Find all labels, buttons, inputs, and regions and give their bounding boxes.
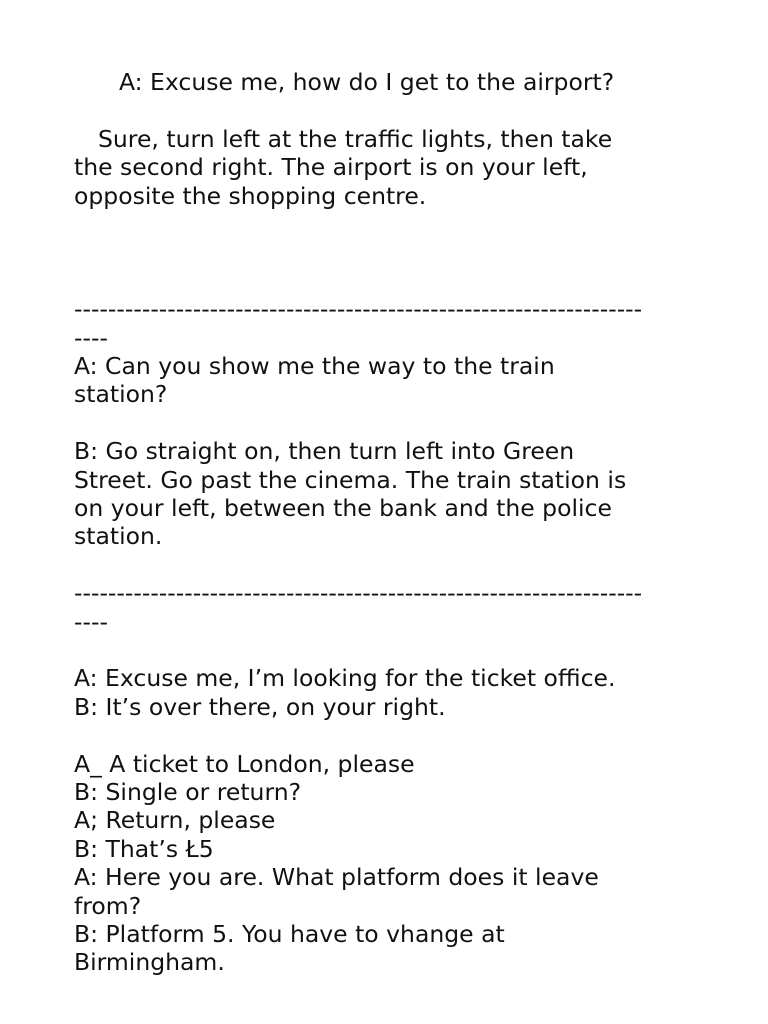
separator-line-1: ------------------------------------------------------------------- — [74, 295, 643, 324]
airport-answer-line-3: opposite the shopping centre. — [74, 181, 427, 210]
train-answer-line-4: station. — [74, 522, 163, 551]
spacer — [74, 210, 694, 238]
ticket-office-line-2: B: It’s over there, on your right. — [74, 692, 446, 721]
airport-answer-line-2: the second right. The airport is on your left, — [74, 153, 588, 182]
train-answer-line-2: Street. Go past the cinema. The train station is — [74, 465, 627, 494]
separator-line-1: ------------------------------------------------------------------- — [74, 579, 643, 608]
ticket-dialog-line-4: B: That’s Ł5 — [74, 834, 214, 863]
ticket-dialog-line-3: A; Return, please — [74, 806, 276, 835]
airport-question: A: Excuse me, how do I get to the airport? — [119, 68, 615, 96]
spacer — [74, 721, 694, 749]
spacer — [74, 267, 694, 295]
train-question-line-2: station? — [74, 380, 168, 409]
spacer — [74, 238, 694, 266]
ticket-dialog-line-7: B: Platform 5. You have to vhange at — [74, 920, 505, 949]
ticket-dialog-line-5: A: Here you are. What platform does it leave — [74, 863, 599, 892]
spacer — [74, 636, 694, 664]
train-answer-line-3: on your left, between the bank and the police — [74, 494, 612, 523]
train-answer-line-1: B: Go straight on, then turn left into Green — [74, 437, 575, 466]
ticket-dialog-line-2: B: Single or return? — [74, 778, 302, 807]
spacer — [74, 551, 694, 579]
airport-answer-line-1: Sure, turn left at the traffic lights, then take — [98, 124, 613, 153]
ticket-dialog-line-1: A_ A ticket to London, please — [74, 749, 415, 778]
spacer — [74, 96, 694, 124]
ticket-office-line-1: A: Excuse me, I’m looking for the ticket office. — [74, 664, 616, 693]
separator-line-2: ---- — [74, 607, 108, 636]
ticket-dialog-line-8: Birmingham. — [74, 948, 225, 977]
spacer — [74, 409, 694, 437]
separator-line-2: ---- — [74, 323, 108, 352]
ticket-dialog-line-6: from? — [74, 891, 142, 920]
document-page — [74, 68, 694, 977]
train-question-line-1: A: Can you show me the way to the train — [74, 352, 555, 380]
